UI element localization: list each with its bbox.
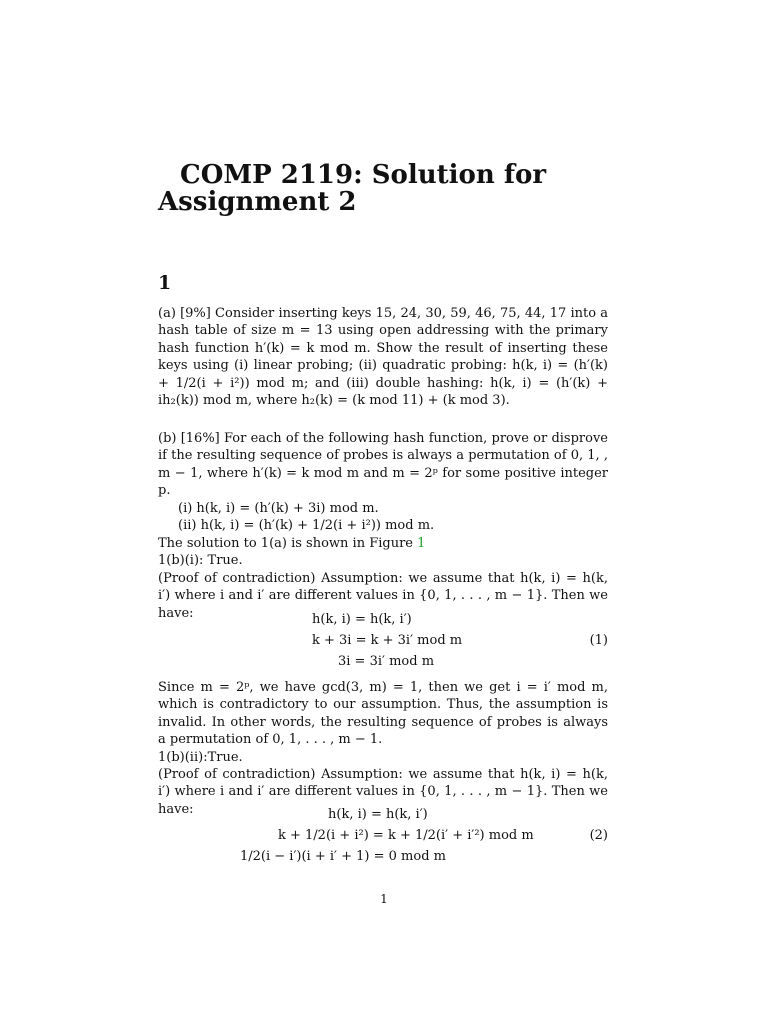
section-heading: 1: [158, 272, 172, 294]
equation-1-line-1: [158, 609, 608, 630]
equation-1-line-3: [158, 651, 608, 672]
solution-b-i-conclusion: [158, 679, 608, 818]
equation-1: [158, 609, 608, 672]
question-b-i: (i) h(k, i) = (h′(k) + 3i) mod m.: [178, 500, 379, 516]
equation-1-text-1: h(k, i) = h(k, i′): [312, 612, 412, 627]
question-b-text: (b) [16%] For each of the following hash function, prove or disprove if the resulting sequence of probes is always a permutation of 0, 1, , m − 1, where h′(k) = k mod m and m = 2ᵖ for some positive integer p.: [158, 431, 608, 499]
solution-1bi-heading: 1(b)(i): True.: [158, 553, 243, 569]
equation-2-line-2: [158, 825, 608, 846]
figure-reference-link[interactable]: 1: [417, 536, 426, 551]
solution-intro: [158, 535, 608, 552]
question-b: [158, 430, 608, 534]
equation-2-line-3: [158, 846, 608, 867]
document-title: COMP 2119: Solution for Assignment 2: [158, 160, 547, 218]
equation-1-line-2: [158, 630, 608, 651]
solution-1bi-assumption: (Proof of contradiction) Assumption: we assume that h(k, i) = h(k, i′) where i and i′ are different values in {0, 1, . . . , m − 1}. Then we have:: [158, 570, 608, 621]
page-number: 1: [380, 892, 388, 906]
solution-1bii-assumption: (Proof of contradiction) Assumption: we assume that h(k, i) = h(k, i′) where i and i′ are different values in {0, 1, . . . , m − 1}. Then we have:: [158, 767, 608, 817]
question-b-ii: (ii) h(k, i) = (h′(k) + 1/2(i + i²)) mod m.: [178, 518, 435, 534]
solution-1bii-heading: 1(b)(ii):True.: [158, 749, 243, 765]
equation-2-line-1: [158, 804, 608, 825]
equation-1-text-2: k + 3i = k + 3i′ mod m: [312, 633, 463, 648]
equation-2: [158, 804, 608, 867]
equation-2-number: (2): [589, 828, 608, 843]
solution-intro-text: The solution to 1(a) is shown in Figure: [158, 536, 418, 551]
question-a: [158, 305, 608, 409]
equation-2-text-2: k + 1/2(i + i²) = k + 1/2(i′ + i′²) mod m: [278, 828, 534, 843]
question-a-text: (a) [9%] Consider inserting keys 15, 24, 30, 59, 46, 75, 44, 17 into a hash table of size m = 13 using open addressing with the primary hash function h′(k) = k mod m. Show the result of inserting these keys using (i) linear probing; (ii) quadratic probing: h(k, i) = (h′(k) + 1/2(i + i²)) mod m; and (iii) double hashing: h(k, i) = (h′(k) + ih₂(k)) mod m, where h₂(k) = (k mod 11) + (k mod 3).: [158, 306, 608, 409]
solution-1bi-conclusion: Since m = 2ᵖ, we have gcd(3, m) = 1, then we get i = i′ mod m, which is contradictory to our assumption. Thus, the assumption is invalid. In other words, the resulting sequence of probes is always a permutation of 0, 1, . . . , m − 1.: [158, 680, 608, 748]
equation-2-text-3: 1/2(i − i′)(i + i′ + 1) = 0 mod m: [240, 849, 446, 864]
equation-1-text-3: 3i = 3i′ mod m: [338, 654, 435, 669]
equation-2-text-1: h(k, i) = h(k, i′): [328, 807, 428, 822]
equation-1-number: (1): [589, 633, 608, 648]
